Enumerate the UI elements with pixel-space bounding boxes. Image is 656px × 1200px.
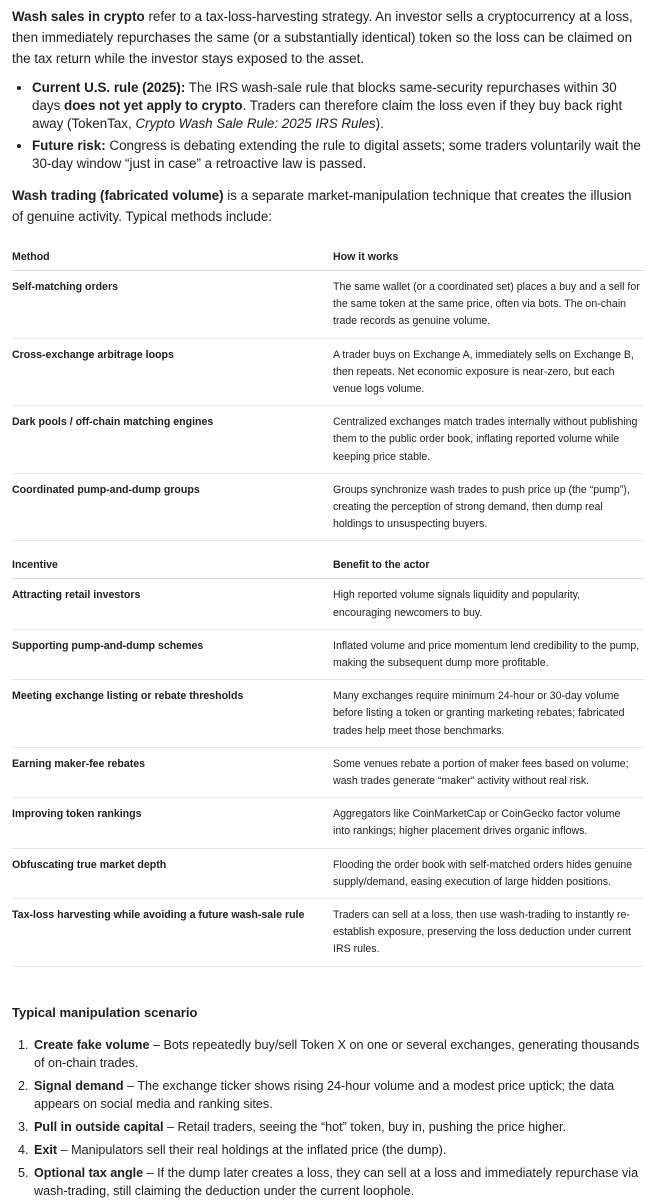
incentive-cell: Obfuscating true market depth bbox=[12, 848, 333, 898]
bullet-label: Current U.S. rule (2025): bbox=[32, 80, 186, 95]
incentive-cell: Supporting pump-and-dump schemes bbox=[12, 629, 333, 679]
table-row bbox=[12, 848, 644, 898]
bullet-current-rule: • Current U.S. rule (2025): The IRS wash-sale rule that blocks same-security repurchases within 30 days does not yet apply to crypto. Traders can therefore claim the loss even if they buy back right away (TokenTax, Crypto Wash Sale Rule: 2025 IRS Rules). bbox=[32, 79, 644, 133]
description-cell: Centralized exchanges match trades internally without publishing them to the public order book, inflating reported volume while keeping price stable. bbox=[333, 406, 644, 474]
benefit-cell: High reported volume signals liquidity and popularity, encouraging newcomers to buy. bbox=[333, 579, 644, 629]
table-header-row bbox=[12, 237, 644, 271]
step-label: Signal demand bbox=[34, 1078, 124, 1093]
benefit-cell: Traders can sell at a loss, then use wash-trading to instantly re-establish exposure, preserving the loss deduction under current IRS rules. bbox=[333, 899, 644, 967]
table-row bbox=[12, 406, 644, 474]
incentive-cell: Improving token rankings bbox=[12, 798, 333, 848]
scenario-heading: Typical manipulation scenario bbox=[12, 1004, 198, 1020]
benefit-cell: Inflated volume and price momentum lend credibility to the pump, making the subsequent dump more profitable. bbox=[333, 629, 644, 679]
method-cell: Coordinated pump-and-dump groups bbox=[12, 473, 333, 541]
step-label: Create fake volume bbox=[34, 1037, 150, 1052]
table-row bbox=[12, 271, 644, 339]
column-header: Incentive bbox=[12, 545, 333, 579]
wash-trading-paragraph: Wash trading (fabricated volume) is a separate market-manipulation technique that creates the illusion of genuine activity. Typical methods include: bbox=[12, 188, 632, 224]
table-row bbox=[12, 629, 644, 679]
table-row bbox=[12, 747, 644, 797]
column-header: Benefit to the actor bbox=[333, 545, 644, 579]
step-label: Optional tax angle bbox=[34, 1165, 144, 1180]
incentive-cell: Meeting exchange listing or rebate thresholds bbox=[12, 680, 333, 748]
column-header: How it works bbox=[333, 237, 644, 271]
method-cell: Cross-exchange arbitrage loops bbox=[12, 338, 333, 406]
citation-title: Crypto Wash Sale Rule: 2025 IRS Rules bbox=[135, 116, 376, 131]
benefit-cell: Many exchanges require minimum 24-hour or 30-day volume before listing a token or granting marketing rebates; fabricated trades help meet those benchmarks. bbox=[333, 680, 644, 748]
scenario-steps bbox=[12, 1036, 644, 1200]
table-row bbox=[12, 798, 644, 848]
benefit-cell: Flooding the order book with self-matched orders hides genuine supply/demand, easing execution of large hidden positions. bbox=[333, 848, 644, 898]
step-label: Pull in outside capital bbox=[34, 1119, 164, 1134]
method-cell: Self-matching orders bbox=[12, 271, 333, 339]
list-item: 3. Pull in outside capital – Retail traders, seeing the “hot” token, buy in, pushing the price higher. bbox=[32, 1118, 644, 1136]
incentives-table bbox=[12, 545, 644, 966]
description-cell: A trader buys on Exchange A, immediately sells on Exchange B, then repeats. Net economic exposure is near-zero, but each venue logs volume. bbox=[333, 338, 644, 406]
intro-text: refer to a tax-loss-harvesting strategy. An investor sells a cryptocurrency at a loss, then immediately repurchases the same (or a substantially identical) token so the loss can be claimed on the tax return while the investor stays exposed to the asset. bbox=[12, 9, 633, 66]
description-cell: The same wallet (or a coordinated set) places a buy and a sell for the same token at the same price, often via bots. The on-chain trade records as genuine volume. bbox=[333, 271, 644, 339]
list-item: 5. Optional tax angle – If the dump later creates a loss, they can sell at a loss and immediately repurchase via wash-trading, still claiming the deduction under the current loophole. bbox=[32, 1164, 644, 1200]
table-header-row bbox=[12, 545, 644, 579]
methods-table bbox=[12, 237, 644, 541]
table-row bbox=[12, 338, 644, 406]
intro-paragraph bbox=[12, 6, 644, 69]
benefit-cell: Aggregators like CoinMarketCap or CoinGecko factor volume into rankings; higher placement drives organic inflows. bbox=[333, 798, 644, 848]
bullet-label: Future risk: bbox=[32, 138, 106, 153]
table-row bbox=[12, 579, 644, 629]
intro-term: Wash sales in crypto bbox=[12, 9, 145, 24]
rule-bullets bbox=[12, 79, 644, 173]
list-item: 2. Signal demand – The exchange ticker shows rising 24-hour volume and a modest price uptick; the data appears on social media and ranking sites. bbox=[32, 1077, 644, 1113]
table-row bbox=[12, 680, 644, 748]
incentive-cell: Tax-loss harvesting while avoiding a future wash-sale rule bbox=[12, 899, 333, 967]
table-row bbox=[12, 899, 644, 967]
bullet-future-risk: • Future risk: Congress is debating extending the rule to digital assets; some traders voluntarily wait the 30-day window “just in case” a retroactive law is passed. bbox=[32, 137, 644, 173]
wash-trading-term: Wash trading (fabricated volume) bbox=[12, 188, 224, 203]
step-label: Exit bbox=[34, 1142, 58, 1157]
incentive-cell: Attracting retail investors bbox=[12, 579, 333, 629]
list-item: 1. Create fake volume – Bots repeatedly buy/sell Token X on one or several exchanges, generating thousands of on-chain trades. bbox=[32, 1036, 644, 1072]
description-cell: Groups synchronize wash trades to push price up (the “pump”), creating the perception of strong demand, then dump real holdings to unsuspecting buyers. bbox=[333, 473, 644, 541]
list-item: 4. Exit – Manipulators sell their real holdings at the inflated price (the dump). bbox=[32, 1141, 644, 1159]
benefit-cell: Some venues rebate a portion of maker fees based on volume; wash trades generate “maker” activity without real risk. bbox=[333, 747, 644, 797]
incentive-cell: Earning maker-fee rebates bbox=[12, 747, 333, 797]
column-header: Method bbox=[12, 237, 333, 271]
method-cell: Dark pools / off-chain matching engines bbox=[12, 406, 333, 474]
table-row bbox=[12, 473, 644, 541]
